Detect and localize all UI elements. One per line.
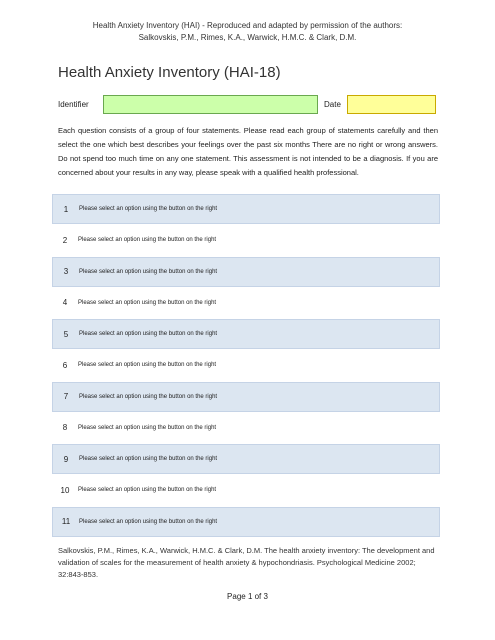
question-row-3[interactable] — [52, 257, 440, 287]
question-prompt: Please select an option using the button on the right — [78, 424, 217, 431]
question-row-7[interactable] — [52, 382, 440, 412]
question-list — [52, 194, 440, 538]
question-row-6[interactable] — [52, 350, 440, 380]
question-row-2[interactable] — [52, 225, 440, 255]
question-row-4[interactable] — [52, 288, 440, 318]
question-number: 6 — [62, 360, 68, 370]
question-number: 3 — [63, 267, 69, 276]
date-input[interactable] — [347, 95, 436, 114]
instructions-paragraph: Each question consists of a group of four statements. Please read each group of statements carefully and then select the one which best describes your feelings over the past six months There are no right or wrong answers. Do not spend too much time on any one statement. This assessment is not intended to be a diagnosis. If you are concerned about your results in any way, please speak with a qualified health professional. — [58, 126, 438, 177]
page-number: Page 1 of 3 — [227, 592, 268, 601]
question-row-9[interactable] — [52, 444, 440, 474]
identifier-label: Identifier — [58, 100, 89, 109]
page-header — [0, 20, 495, 44]
identifier-input[interactable] — [103, 95, 318, 114]
citation-footnote: Salkovskis, P.M., Rimes, K.A., Warwick, H.M.C. & Clark, D.M. The health anxiety inventory: The development and validation of scales for the measurement of health anxiety & hypochondriasis. Psychological Medicine 2002; 32:843-853. — [58, 546, 435, 579]
header-line-2: Salkovskis, P.M., Rimes, K.A., Warwick, H.M.C. & Clark, D.M. — [138, 33, 357, 42]
question-row-10[interactable] — [52, 475, 440, 505]
question-prompt: Please select an option using the button on the right — [79, 331, 218, 337]
question-number: 4 — [62, 298, 68, 308]
question-number: 1 — [63, 204, 69, 214]
question-prompt: Please select an option using the button on the right — [78, 362, 217, 369]
question-prompt: Please select an option using the button on the right — [79, 518, 218, 525]
question-number: 9 — [63, 454, 69, 464]
question-number: 8 — [62, 423, 68, 433]
question-number: 5 — [63, 329, 69, 339]
date-label: Date — [324, 100, 341, 109]
question-prompt: Please select an option using the button on the right — [78, 299, 217, 306]
question-prompt: Please select an option using the button on the right — [78, 237, 217, 244]
question-prompt: Please select an option using the button on the right — [79, 268, 218, 275]
question-row-5[interactable] — [52, 319, 440, 349]
question-prompt: Please select an option using the button on the right — [79, 456, 218, 462]
question-number: 11 — [61, 517, 71, 526]
question-prompt: Please select an option using the button on the right — [79, 393, 218, 400]
question-row-11[interactable] — [52, 507, 440, 537]
question-number: 7 — [63, 392, 69, 401]
question-prompt: Please select an option using the button on the right — [78, 487, 217, 494]
page-title: Health Anxiety Inventory (HAI-18) — [58, 64, 281, 81]
question-number: 10 — [60, 485, 70, 495]
question-row-1[interactable] — [52, 194, 440, 224]
header-line-1: Health Anxiety Inventory (HAI) - Reproduced and adapted by permission of the authors: — [92, 21, 403, 30]
question-prompt: Please select an option using the button on the right — [79, 206, 218, 212]
question-number: 2 — [62, 235, 68, 245]
question-row-8[interactable] — [52, 413, 440, 443]
